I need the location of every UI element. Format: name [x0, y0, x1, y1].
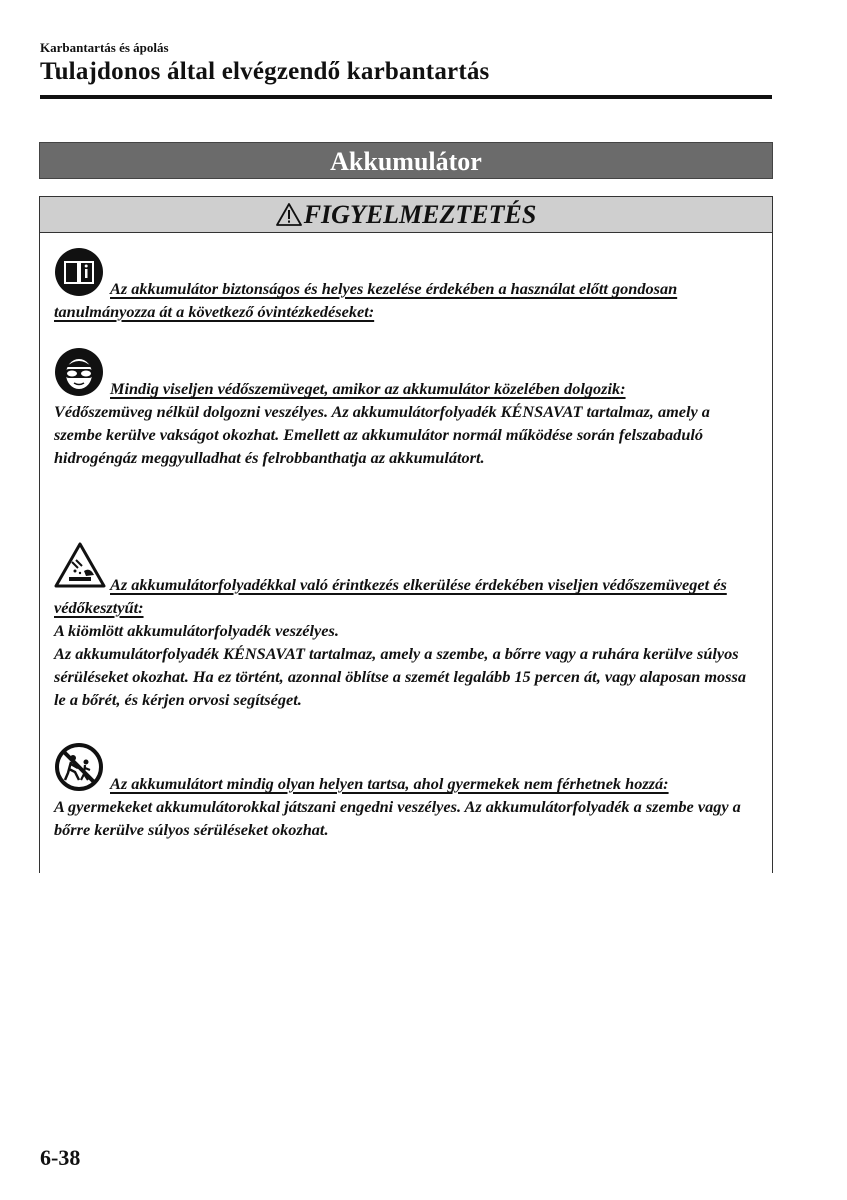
- warning-box: [39, 196, 773, 873]
- section-header: Akkumulátor: [39, 142, 773, 179]
- warning-lead-1: Az akkumulátor biztonságos és helyes kezelése érdekében a használat előtt gondosan tanulmányozza át a következő óvintézkedéseket:: [54, 279, 678, 321]
- safety-goggles-icon: [54, 347, 104, 397]
- warning-text-3a: A kiömlött akkumulátorfolyadék veszélyes.: [54, 621, 339, 640]
- warning-text-4: A gyermekeket akkumulátorokkal játszani engedni veszélyes. Az akkumulátorfolyadék a szembe vagy a bőrre kerülve súlyos sérüléseket okozhat.: [54, 797, 741, 839]
- breadcrumb: Karbantartás és ápolás: [40, 40, 169, 55]
- warning-header: [40, 197, 772, 233]
- warning-item: [54, 247, 754, 323]
- warning-lead-3: Az akkumulátorfolyadékkal való érintkezés elkerülése érdekében viseljen védőszemüveget és védőkesztyűt:: [54, 575, 727, 617]
- warning-triangle-icon: [276, 203, 302, 226]
- keep-away-from-children-icon: [54, 742, 104, 792]
- title-divider: [40, 95, 772, 99]
- warning-item: [54, 347, 754, 469]
- read-manual-icon: [54, 247, 104, 297]
- warning-text-3b: Az akkumulátorfolyadék KÉNSAVAT tartalmaz, amely a szembe, a bőrre vagy a ruhára kerülve súlyos sérüléseket okozhat. Ha ez történt, azonnal öblítse a szemét legalább 15 percen át, vagy alaposan mossa le a bőrét, és kérjen orvosi segítséget.: [54, 644, 746, 709]
- warning-item: [54, 742, 754, 841]
- page-number: 6-38: [40, 1145, 81, 1170]
- page-title: Tulajdonos által elvégzendő karbantartás: [40, 58, 490, 85]
- warning-item: [54, 542, 754, 711]
- corrosive-warning-icon: [54, 542, 106, 588]
- warning-lead-2: Mindig viseljen védőszemüveget, amikor az akkumulátor közelében dolgozik:: [110, 379, 626, 398]
- warning-text-2: Védőszemüveg nélkül dolgozni veszélyes. Az akkumulátorfolyadék KÉNSAVAT tartalmaz, amely a szembe kerülve vakságot okozhat. Emellett az akkumulátor normál működése során felszabaduló hidrogéngáz meggyulladhat és felrobbanthatja az akkumulátort.: [54, 402, 710, 467]
- warning-lead-4: Az akkumulátort mindig olyan helyen tartsa, ahol gyermekek nem férhetnek hozzá:: [110, 774, 669, 793]
- warning-heading: FIGYELMEZTETÉS: [303, 200, 537, 229]
